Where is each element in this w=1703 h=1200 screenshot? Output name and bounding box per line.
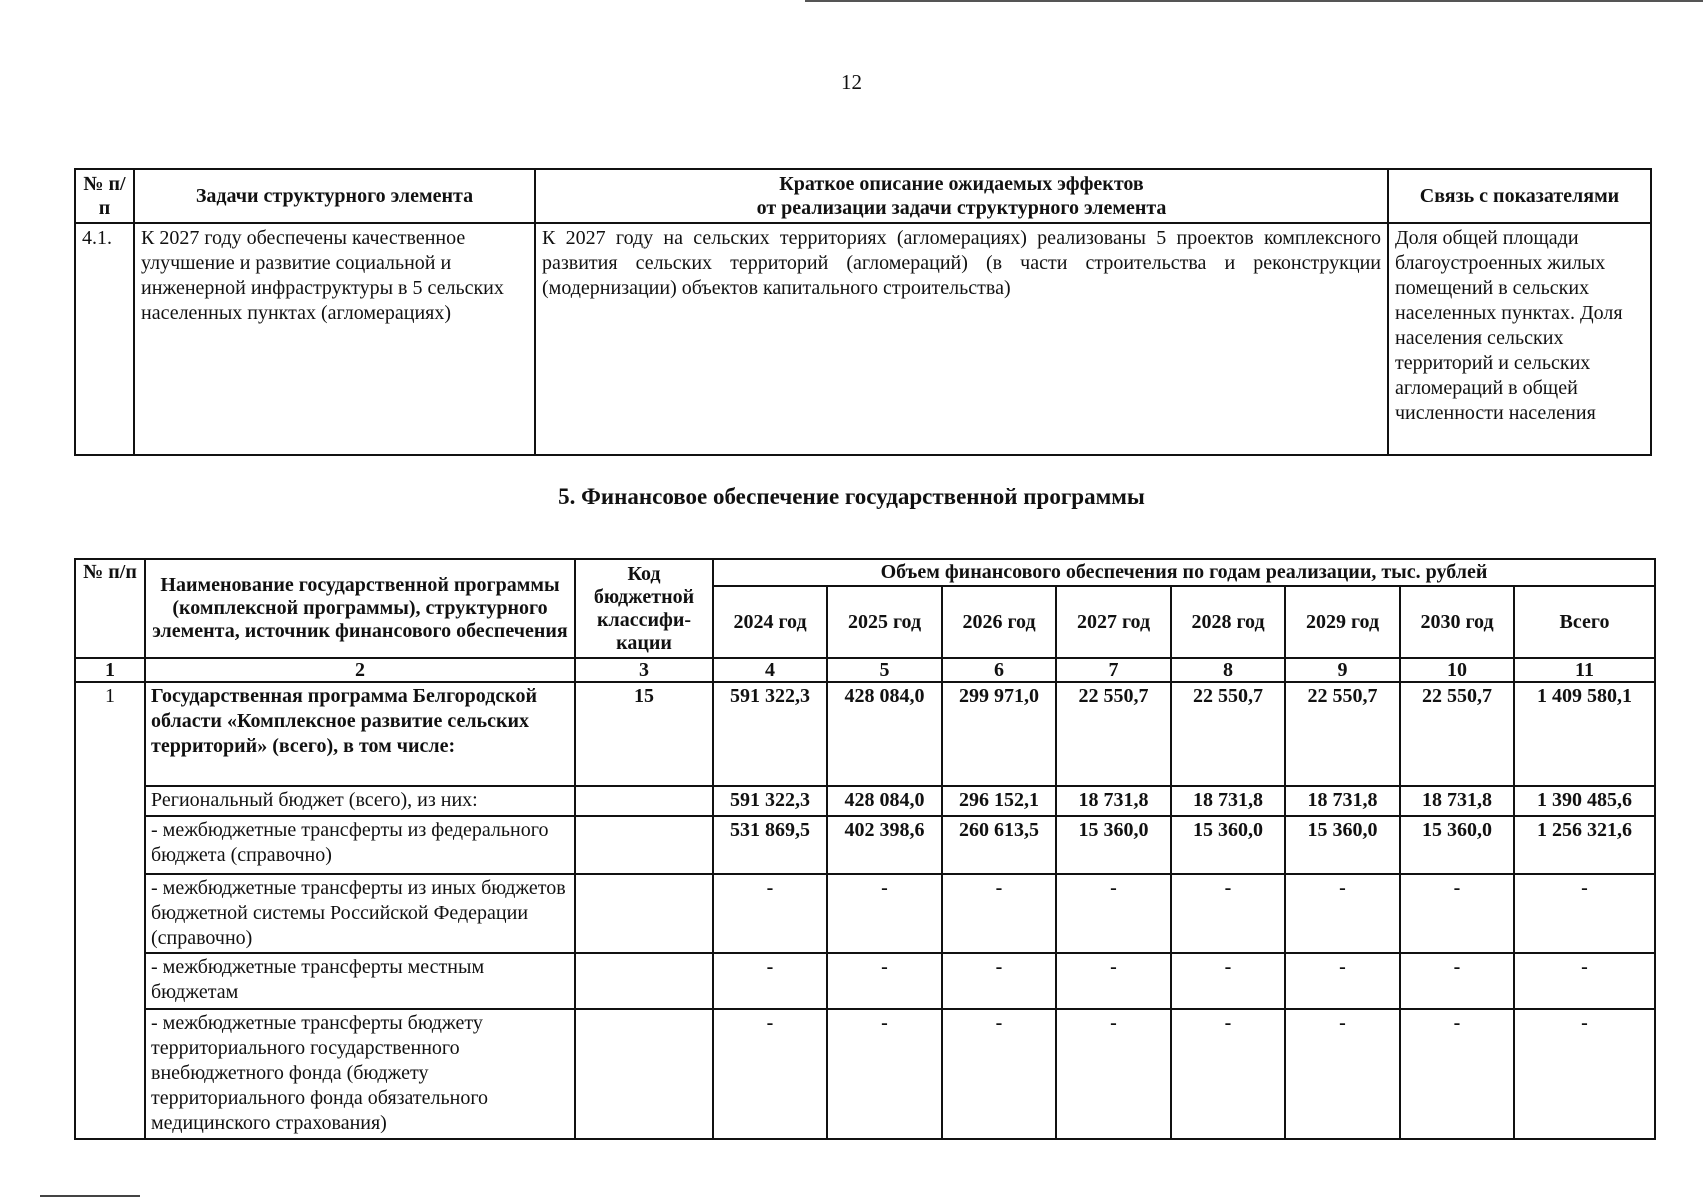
row-name: - межбюджетные трансферты из федерального бюджета (справочно) (145, 816, 575, 874)
task-description: К 2027 году на сельских территориях (агломерациях) реализованы 5 проектов комплексного развития сельских территорий (агломераций) (в части строительства и реконструкции (модернизации) объектов капитального строительства) (535, 223, 1388, 455)
total-cell: 1 390 485,6 (1514, 786, 1655, 816)
value-cell: - (713, 874, 827, 953)
value-cell: - (827, 953, 942, 1009)
value-cell: 591 322,3 (713, 786, 827, 816)
value-cell: - (1285, 1009, 1400, 1139)
fin-header-year: 2029 год (1285, 586, 1400, 658)
index-cell: 10 (1400, 658, 1514, 682)
header-description (535, 169, 1388, 223)
row-code (575, 1009, 713, 1139)
scan-edge-line-bottom (40, 1195, 140, 1197)
finance-row-other-budgets (75, 874, 1655, 953)
value-cell: - (713, 953, 827, 1009)
task-text: К 2027 году обеспечены качественное улучшение и развитие социальной и инженерной инфраструктуры в 5 сельских населенных пунктах (агломерациях) (134, 223, 535, 455)
finance-row-local-budgets (75, 953, 1655, 1009)
fin-header-total: Всего (1514, 586, 1655, 658)
row-code (575, 816, 713, 874)
value-cell: 531 869,5 (713, 816, 827, 874)
value-cell: - (1285, 874, 1400, 953)
finance-header-row-1 (75, 559, 1655, 586)
total-cell: - (1514, 874, 1655, 953)
value-cell: 296 152,1 (942, 786, 1056, 816)
scan-edge-line-top (805, 0, 1703, 2)
value-cell: 22 550,7 (1285, 682, 1400, 786)
finance-row-extrabudgetary-fund (75, 1009, 1655, 1139)
tasks-table (74, 168, 1652, 456)
value-cell: - (1400, 874, 1514, 953)
fin-header-year: 2027 год (1056, 586, 1171, 658)
finance-index-row (75, 658, 1655, 682)
value-cell: 22 550,7 (1056, 682, 1171, 786)
header-indicators: Связь с показателями (1388, 169, 1651, 223)
finance-row-federal (75, 816, 1655, 874)
header-description-line1: Краткое описание ожидаемых эффектов (779, 173, 1144, 195)
value-cell: - (1171, 1009, 1285, 1139)
fin-header-code: Код бюджетной классифи-кации (575, 559, 713, 658)
row-name: - межбюджетные трансферты бюджету территориального государственного внебюджетного фонда (бюджету территориального фонда обязательного медицинского страхования) (145, 1009, 575, 1139)
value-cell: 15 360,0 (1400, 816, 1514, 874)
row-code: 15 (575, 682, 713, 786)
fin-header-name: Наименование государственной программы (комплексной программы), структурного элемента, источник финансового обеспечения (145, 559, 575, 658)
index-cell: 9 (1285, 658, 1400, 682)
finance-table (74, 558, 1656, 1140)
total-cell: 1 409 580,1 (1514, 682, 1655, 786)
value-cell: 15 360,0 (1285, 816, 1400, 874)
value-cell: 18 731,8 (1171, 786, 1285, 816)
value-cell: - (1285, 953, 1400, 1009)
value-cell: 428 084,0 (827, 786, 942, 816)
value-cell: 22 550,7 (1400, 682, 1514, 786)
value-cell: 428 084,0 (827, 682, 942, 786)
value-cell: - (1056, 874, 1171, 953)
value-cell: 18 731,8 (1056, 786, 1171, 816)
value-cell: 22 550,7 (1171, 682, 1285, 786)
header-num: № п/п (75, 169, 134, 223)
tasks-row (75, 223, 1651, 455)
value-cell: 18 731,8 (1285, 786, 1400, 816)
index-cell: 5 (827, 658, 942, 682)
finance-row-program (75, 682, 1655, 786)
page-number: 12 (841, 70, 862, 94)
fin-header-num: № п/п (75, 559, 145, 658)
value-cell: - (1400, 1009, 1514, 1139)
index-cell: 1 (75, 658, 145, 682)
tasks-header-row (75, 169, 1651, 223)
fin-header-year: 2026 год (942, 586, 1056, 658)
task-num: 4.1. (75, 223, 134, 455)
fin-header-year: 2024 год (713, 586, 827, 658)
total-cell: - (1514, 953, 1655, 1009)
value-cell: 15 360,0 (1171, 816, 1285, 874)
value-cell: - (827, 1009, 942, 1139)
value-cell: 15 360,0 (1056, 816, 1171, 874)
value-cell: - (942, 953, 1056, 1009)
section-heading: 5. Финансовое обеспечение государственной программы (558, 484, 1145, 509)
row-code (575, 953, 713, 1009)
value-cell: - (942, 874, 1056, 953)
value-cell: - (713, 1009, 827, 1139)
total-cell: - (1514, 1009, 1655, 1139)
value-cell: - (1056, 1009, 1171, 1139)
row-name: - межбюджетные трансферты местным бюджетам (145, 953, 575, 1009)
header-description-line2: от реализации задачи структурного элемента (756, 197, 1167, 219)
index-cell: 6 (942, 658, 1056, 682)
program-num: 1 (75, 682, 145, 1139)
value-cell: - (827, 874, 942, 953)
index-cell: 11 (1514, 658, 1655, 682)
value-cell: 299 971,0 (942, 682, 1056, 786)
value-cell: - (942, 1009, 1056, 1139)
fin-header-volume: Объем финансового обеспечения по годам реализации, тыс. рублей (713, 559, 1655, 586)
finance-row-regional (75, 786, 1655, 816)
task-indicators: Доля общей площади благоустроенных жилых помещений в сельских населенных пунктах. Доля населения сельских территорий и сельских агломераций в общей численности населения (1388, 223, 1651, 455)
value-cell: - (1171, 874, 1285, 953)
total-cell: 1 256 321,6 (1514, 816, 1655, 874)
fin-header-year: 2025 год (827, 586, 942, 658)
value-cell: 402 398,6 (827, 816, 942, 874)
index-cell: 7 (1056, 658, 1171, 682)
value-cell: - (1171, 953, 1285, 1009)
index-cell: 8 (1171, 658, 1285, 682)
row-name: Региональный бюджет (всего), из них: (145, 786, 575, 816)
fin-header-year: 2028 год (1171, 586, 1285, 658)
row-name: Государственная программа Белгородской области «Комплексное развитие сельских территорий» (всего), в том числе: (145, 682, 575, 786)
index-cell: 3 (575, 658, 713, 682)
header-tasks: Задачи структурного элемента (134, 169, 535, 223)
row-code (575, 874, 713, 953)
value-cell: 260 613,5 (942, 816, 1056, 874)
index-cell: 2 (145, 658, 575, 682)
row-name: - межбюджетные трансферты из иных бюджетов бюджетной системы Российской Федерации (справочно) (145, 874, 575, 953)
row-code (575, 786, 713, 816)
value-cell: 18 731,8 (1400, 786, 1514, 816)
value-cell: - (1056, 953, 1171, 1009)
index-cell: 4 (713, 658, 827, 682)
fin-header-year: 2030 год (1400, 586, 1514, 658)
value-cell: - (1400, 953, 1514, 1009)
value-cell: 591 322,3 (713, 682, 827, 786)
